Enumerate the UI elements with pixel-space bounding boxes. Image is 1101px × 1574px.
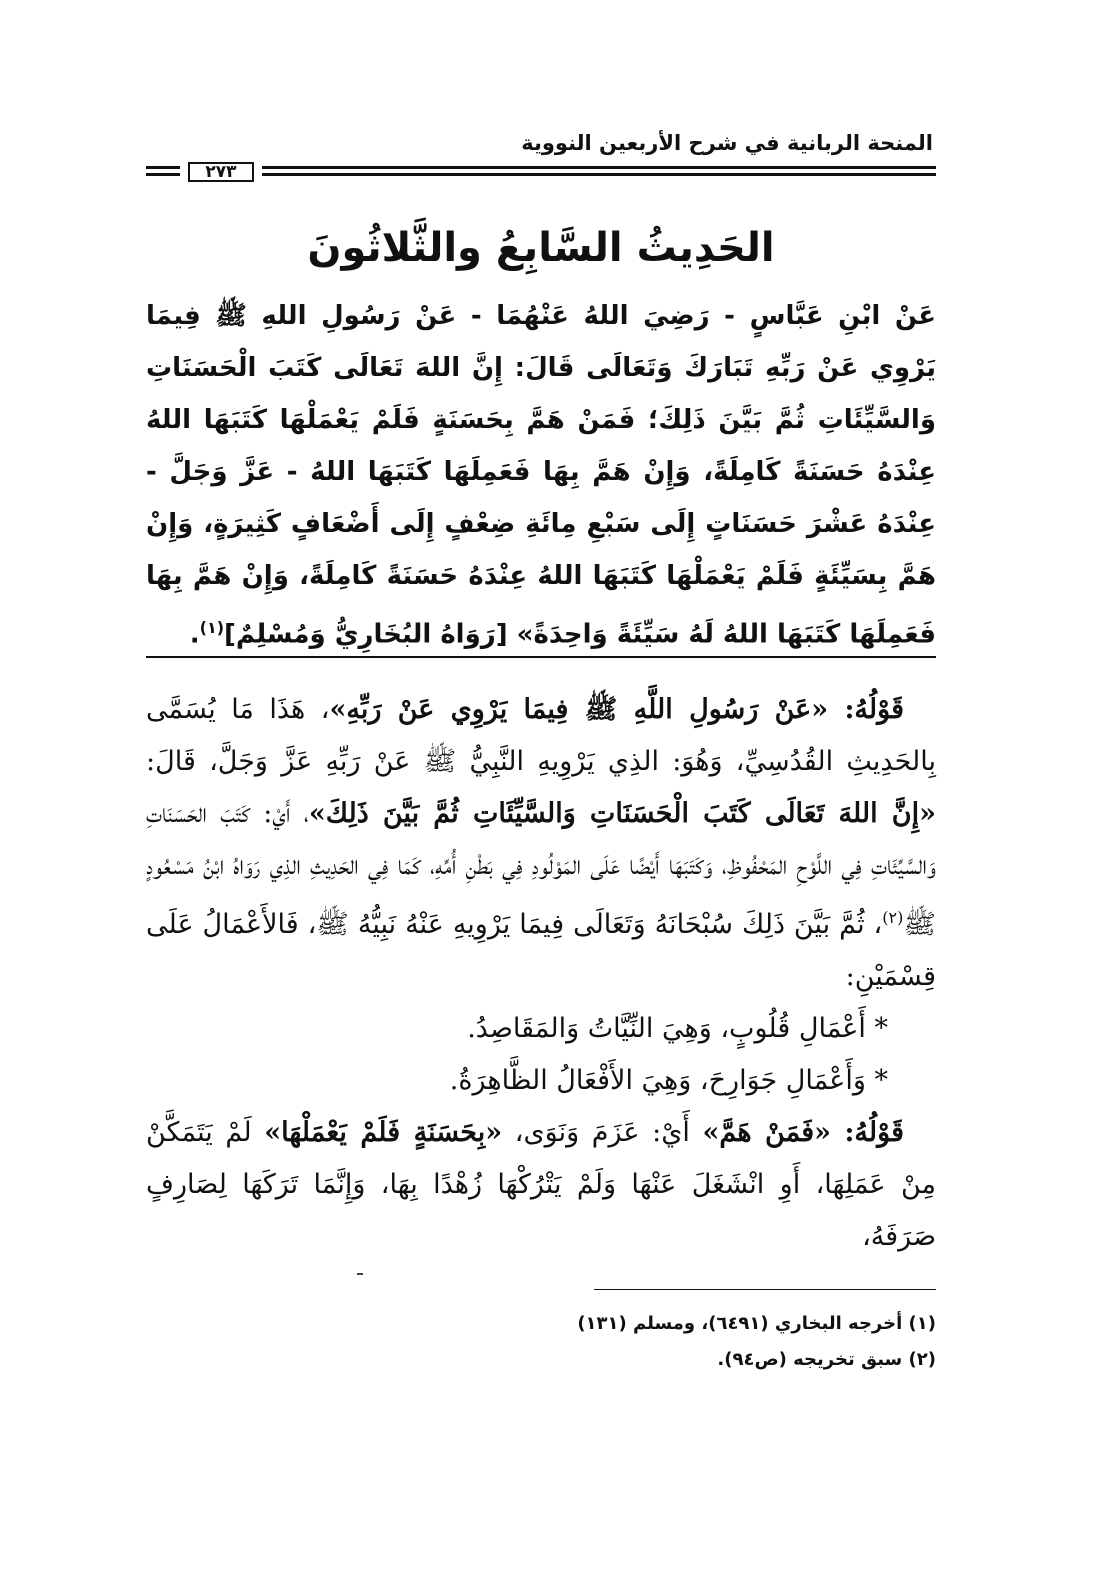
commentary-label: قَوْلُهُ: — [831, 1117, 904, 1148]
commentary-quote: «عَنْ رَسُولِ اللَّهِ ﷺ فِيمَا يَرْوِي عَنْ رَبِّهِ» — [329, 694, 829, 725]
commentary-quote: «فَمَنْ هَمَّ» — [702, 1117, 831, 1148]
footnotes — [546, 1306, 936, 1378]
footnote-1: (١) أخرجه البخاري (٦٤٩١)، ومسلم (١٣١) — [577, 1313, 936, 1334]
commentary-text: لَمْ يَتَمَكَّنْ مِنْ عَمَلِهَا، أَوِ انْشَغَلَ عَنْهَا وَلَمْ يَتْرُكْهَا زُهْدًا بِهَا، وَإِنَّمَا تَرَكَهَا لِصَارِفٍ صَرَفَهُ، — [146, 1117, 936, 1252]
footnote-ref-2: (٢) — [882, 908, 904, 927]
hadith-source: [رَوَاهُ البُخَارِيُّ وَمُسْلِمٌ] — [224, 619, 508, 650]
running-header: المنحة الربانية في شرح الأربعين النووية — [521, 131, 933, 155]
hadith-text-block: عَنْ ابْنِ عَبَّاسٍ - رَضِيَ اللهُ عَنْهُمَا - عَنْ رَسُولِ اللهِ ﷺ فِيمَا يَرْوِي عَنْ رَبِّهِ تَبَارَكَ وَتَعَالَى قَالَ: إِنَّ اللهَ تَعَالَى كَتَبَ الْحَسَنَاتِ وَالسَّيِّئَاتِ ثُمَّ بَيَّنَ ذَلِكَ؛ فَمَنْ هَمَّ بِحَسَنَةٍ فَلَمْ يَعْمَلْهَا كَتَبَهَا اللهُ عِنْدَهُ حَسَنَةً كَامِلَةً، وَإِنْ هَمَّ بِهَا فَعَمِلَهَا كَتَبَهَا اللهُ - عَزَّ وَجَلَّ - عِنْدَهُ عَشْرَ حَسَنَاتٍ إِلَى سَبْعِ مِائَةِ ضِعْفٍ إِلَى أَضْعَافٍ كَثِيرَةٍ، وَإِنْ هَمَّ بِسَيِّئَةٍ فَلَمْ يَعْمَلْهَا كَتَبَهَا اللهُ عِنْدَهُ حَسَنَةً كَامِلَةً، وَإِنْ هَمَّ بِهَا فَعَمِلَهَا كَتَبَهَا اللهُ لَهُ سَيِّئَةً وَاحِدَةً» [رَوَاهُ البُخَارِيُّ وَمُسْلِمٌ]$^{(١)}$. — [146, 301, 936, 650]
hadith-title: الحَدِيثُ السَّابِعُ والثَّلاثُونَ — [307, 225, 775, 271]
commentary-paragraph-1 — [146, 684, 936, 1003]
commentary-label: قَوْلُهُ: — [828, 694, 904, 725]
commentary-text: أَيْ: عَزَمَ وَنَوَى، — [502, 1117, 703, 1148]
header-rule-band — [146, 162, 936, 184]
commentary-text: ، ثُمَّ بَيَّنَ ذَلِكَ سُبْحَانَهُ وَتَعَالَى فِيمَا يَرْوِيهِ عَنْهُ نَبِيُّهُ ﷺ، فَالأَعْمَالُ عَلَى قِسْمَيْنِ: — [146, 909, 936, 992]
footnote-rule — [594, 1289, 936, 1290]
commentary-quote: «بِحَسَنَةٍ فَلَمْ يَعْمَلْهَا» — [264, 1117, 503, 1148]
page-number: ٢٧٣ — [188, 162, 254, 182]
bullet-item-1: * أَعْمَالِ قُلُوبٍ، وَهِيَ النِّيَّاتُ وَالمَقَاصِدُ. — [467, 1013, 888, 1044]
header-rule-long-top — [262, 166, 936, 169]
header-rule-long-bottom — [262, 173, 936, 176]
commentary-block — [146, 684, 936, 1263]
bullet-item-2: * وَأَعْمَالِ جَوَارِحَ، وَهِيَ الأَفْعَالُ الظَّاهِرَةُ. — [449, 1065, 888, 1096]
header-rule-short-bottom — [146, 173, 180, 176]
footnote-ref-1: (١) — [199, 618, 225, 637]
footnote-2: (٢) سبق تخريجه (ص٩٤). — [717, 1349, 936, 1370]
header-rule-short-top — [146, 166, 180, 169]
commentary-quote: «إِنَّ اللهَ تَعَالَى كَتَبَ الْحَسَنَاتِ وَالسَّيِّئَاتِ ثُمَّ بَيَّنَ ذَلِكَ» — [308, 798, 936, 829]
section-divider — [146, 656, 936, 658]
commentary-text: ، أَيْ: كَتَبَ الحَسَنَاتِ وَالسَّيِّئَاتِ فِي اللَّوْحِ المَحْفُوظِ، وَكَتَبَهَا أَيْضًا عَلَى المَوْلُودِ فِي بَطْنِ أُمِّهِ، كَمَا فِي الحَدِيثِ الذِي رَوَاهُ ابْنُ مَسْعُودٍ ﷺ — [146, 798, 936, 940]
hadith-body: عَنْ ابْنِ عَبَّاسٍ - رَضِيَ اللهُ عَنْهُمَا - عَنْ رَسُولِ اللهِ ﷺ فِيمَا يَرْوِي عَنْ رَبِّهِ تَبَارَكَ وَتَعَالَى قَالَ: إِنَّ اللهَ تَعَالَى كَتَبَ الْحَسَنَاتِ وَالسَّيِّئَاتِ ثُمَّ بَيَّنَ ذَلِكَ؛ فَمَنْ هَمَّ بِحَسَنَةٍ فَلَمْ يَعْمَلْهَا كَتَبَهَا اللهُ عِنْدَهُ حَسَنَةً كَامِلَةً، وَإِنْ هَمَّ بِهَا فَعَمِلَهَا كَتَبَهَا اللهُ - عَزَّ وَجَلَّ - عِنْدَهُ عَشْرَ حَسَنَاتٍ إِلَى سَبْعِ مِائَةِ ضِعْفٍ إِلَى أَضْعَافٍ كَثِيرَةٍ، وَإِنْ هَمَّ بِسَيِّئَةٍ فَلَمْ يَعْمَلْهَا كَتَبَهَا اللهُ عِنْدَهُ حَسَنَةً كَامِلَةً، وَإِنْ هَمَّ بِهَا فَعَمِلَهَا كَتَبَهَا اللهُ لَهُ سَيِّئَةً وَاحِدَةً» — [146, 301, 936, 650]
commentary-text: ، هَذَا مَا يُسَمَّى بِالحَدِيثِ القُدُسِيِّ، وَهُوَ: الذِي يَرْوِيهِ النَّبِيُّ ﷺ عَنْ رَبِّهِ عَزَّ وَجَلَّ، قَالَ: — [146, 694, 936, 777]
commentary-paragraph-2 — [146, 1107, 936, 1263]
scan-mark — [357, 1273, 363, 1275]
